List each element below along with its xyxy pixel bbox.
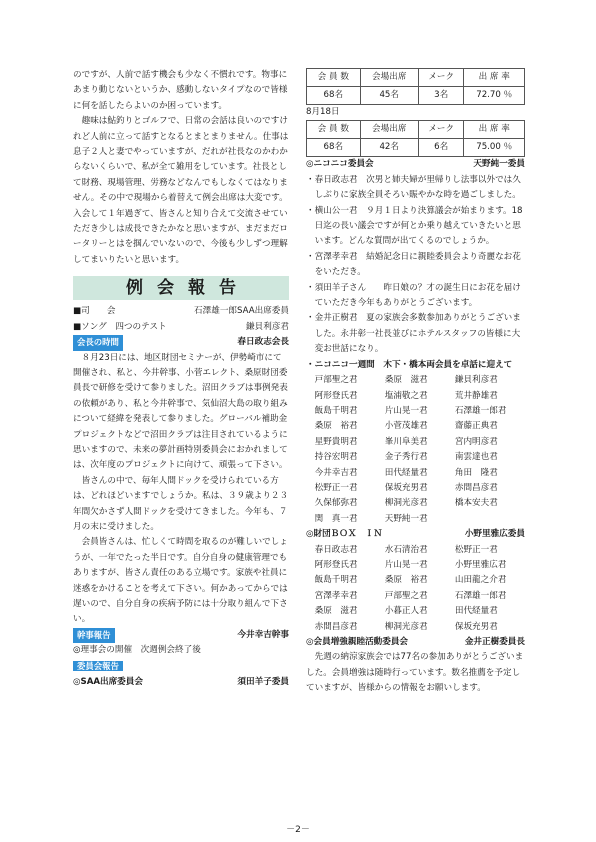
member-name: 角田 隆君 (454, 467, 498, 478)
member-name: 戸部聖之君 (314, 375, 358, 386)
iinkai-heading (73, 659, 289, 675)
page-number: －2－ (286, 825, 310, 835)
member-name: 星野貴明君 (314, 436, 358, 447)
niko-item: ・須田羊子さん 昨日娘の？才の誕生日にお花を届けていただき今年もありがとうございます。 (306, 282, 521, 309)
kaicho-heading (73, 335, 289, 350)
member-name: 久保郁弥君 (314, 498, 358, 509)
saa-line (73, 675, 289, 690)
member-name: 宮内明彦君 (454, 436, 498, 447)
member-name: 桑原 滋君 (384, 375, 428, 386)
table-header-row (307, 69, 525, 87)
member-name: 天野純一君 (384, 513, 428, 524)
song-label: ■ソング 四つのテスト (73, 321, 167, 332)
table-cell: 42名 (360, 139, 418, 157)
member-name: 水石清治君 (384, 544, 428, 555)
left-column (73, 68, 289, 690)
member-name: 鎌貝利彦君 (454, 375, 498, 386)
member-name: 石澤雄一郎君 (454, 590, 507, 601)
iinkai-tag: 委員会報告 (73, 661, 123, 671)
member-name: 橋本安夫君 (454, 498, 498, 509)
member-name: 柳洞光彦君 (384, 498, 428, 509)
member-name: 飯島千明君 (314, 405, 358, 416)
table-cell: 72.70 ％ (464, 87, 525, 105)
member-name: 山田龍之介君 (454, 575, 507, 586)
niko-title: ◎ニコニコ委員会 (306, 159, 374, 170)
saa-label: ◎SAA出席委員会 (73, 677, 143, 688)
member-name: 赤間昌彦君 (454, 482, 498, 493)
song-value: 鎌貝利彦君 (246, 321, 289, 332)
zokyo-text: 先週の納涼家族会では77名の参加ありがとうございました。会員増強は随時行っています。数名推薦を予定していますが、皆様からの情報をお願いします。 (306, 652, 524, 694)
right-column (306, 68, 525, 697)
member-name: 春日政志君 (314, 544, 358, 555)
header-cell: 会場出席 (360, 69, 418, 87)
member-name: 赤間昌彦君 (314, 621, 358, 632)
song-line (73, 320, 289, 335)
box-heading (306, 527, 525, 542)
intro-para-1: のですが、人前で話す機会も少なく不慣れです。物事にあまり動じないというか、感動しないタイプなので皆様に何を話したらよいのか困っています。 (73, 70, 288, 111)
kanji-line: ◎理事会の開催 次週例会終了後 (73, 645, 201, 656)
attendance-table-1 (306, 68, 525, 105)
table-cell: 45名 (360, 87, 418, 105)
member-name: 保坂充男君 (384, 482, 428, 493)
intro-para-2: 趣味は鮎釣りとゴルフで、日常の会話は良いのですけれど人前に立って話すとなるとまとまりません。仕事は息子２人と妻でやっていますが、だれが社長なのかわからないくらいで、私が全て雑用をしています。社長として財務、現場管理、労務などなんでもしなくてはなりません。その中で現場から着替えて例会出席は大変です。入会して１年過ぎて、皆さんと知り合えて交流させていただき少しは成長できたかなと思いますが、まだまだロータリーとはを掴んでいないので、今後も少しずつ理解してまいりたいと思います。 (73, 116, 289, 265)
member-name: 松野正一君 (454, 544, 498, 555)
table-cell: 68名 (307, 139, 361, 157)
box-chair: 小野里雅広委員 (464, 529, 525, 540)
section-banner: 例会報告 (73, 276, 289, 300)
kaicho-para-2: 皆さんの中で、毎年人間ドックを受けられている方は、どれほどいますでしょうか。私は、３９歳より２３年間欠かさず人間ドックを受けてきました。今年も、７月の末に受けました。 (73, 475, 289, 532)
member-name: 田代経量君 (384, 467, 428, 478)
kanji-heading (73, 628, 289, 643)
member-name: 荒井静雄君 (454, 390, 498, 401)
box-names-grid (306, 543, 525, 635)
table-cell: 6名 (418, 139, 464, 157)
table-header-row (307, 121, 525, 139)
member-name: 宮澤孝幸君 (314, 590, 358, 601)
table-row (307, 139, 525, 157)
table-cell: 3名 (418, 87, 464, 105)
member-name: 柳洞光彦君 (384, 621, 428, 632)
member-name: 齋藤正典君 (454, 421, 498, 432)
member-name: 阿形登氏君 (314, 390, 358, 401)
member-name: 小菅茂雄君 (384, 421, 428, 432)
header-cell: 会 員 数 (307, 121, 361, 139)
member-name: 関 真一君 (314, 513, 358, 524)
member-name: 桑原 滋君 (314, 606, 358, 617)
member-name: 片山晃一君 (384, 405, 428, 416)
member-name: 片山晃一君 (384, 559, 428, 570)
zokyo-heading (306, 635, 525, 650)
zokyo-chair: 金井正樹委員長 (464, 637, 525, 647)
kanji-tag: 幹事報告 (73, 628, 115, 643)
table-row (307, 87, 525, 105)
kaicho-tag: 会長の時間 (73, 335, 123, 350)
kaicho-name: 春日政志会長 (237, 337, 289, 348)
date-label: 8月18日 (306, 107, 340, 117)
member-name: 保坂充男君 (454, 621, 498, 632)
member-name: 小暮正人君 (384, 606, 428, 617)
niko-item: ・宮澤孝幸君 結婚記念日に親睦委員会より奇麗なお花をいただき。 (306, 251, 521, 278)
week-title: ・ニコニコ一週間 木下・橋本両会員を卓話に迎えて (306, 359, 513, 370)
member-name: 今井幸吉君 (314, 467, 358, 478)
shikai-value: 石澤雄一郎SAA出席委員 (194, 306, 289, 317)
header-cell: 会場出席 (360, 121, 418, 139)
member-name: 峯川阜美君 (384, 436, 428, 447)
shikai-label: ■司 会 (73, 306, 116, 317)
saa-name: 須田羊子委員 (237, 677, 289, 688)
shikai-line (73, 304, 289, 319)
member-name: 小野里雅広君 (454, 559, 507, 570)
member-name (455, 512, 525, 527)
member-name: 持谷宏明君 (314, 452, 358, 463)
kanji-name: 今井幸吉幹事 (237, 629, 289, 640)
member-name: 田代経量君 (454, 606, 498, 617)
kaicho-para-1: ８月23日には、地区財団セミナーが、伊勢崎市にて開催され、私と、今井幹事、小菅エレクト、桑原財団委員長で研修を受けて参りました。沼田クラブは事例発表の依頼があり、私と今井幹事で、気仙沼大島の取り組みについて経緯を発表して参りました。グローバル補助金プロジェクトなどで沼田クラブは注目されているように思いますので、未来の夢計画特別委員会におかれましては、次年度のプロジェクトに向けて、頑張って下さい。 (73, 352, 288, 471)
kaicho-para-3: 会員皆さんは、忙しくて時間を取るのが難しいでしょうが、一年でたった半日です。自分自身の健康管理でもありますが、皆さん責任のある立場です。家族や社員に迷惑をかけることを考えて下さい。何かあってからでは遅いので、自分自身の疾病予防には十分取り組んで下さい。 (73, 537, 288, 625)
member-name: 阿形登氏君 (314, 559, 358, 570)
header-cell: 会 員 数 (307, 69, 361, 87)
niko-chair: 天野純一委員 (473, 159, 525, 170)
box-title: ◎財団ＢＯＸ ＩＮ (306, 529, 383, 540)
member-name: 飯島千明君 (314, 575, 358, 586)
header-cell: 出 席 率 (464, 121, 525, 139)
header-cell: メーク (418, 69, 464, 87)
member-name: 桑原 裕君 (384, 575, 428, 586)
niko-heading (306, 157, 525, 172)
niko-item: ・金井正樹君 夏の家族会多数参加ありがとうございました。永井彰一社長並びにホテルスタッフの皆様に大変お世話になり。 (306, 313, 521, 355)
member-name: 松野正一君 (314, 482, 358, 493)
attendance-table-2 (306, 120, 525, 157)
niko-item: ・横山公一君 ９月１日より決算議会が始まります。18日迄の長い議会ですが何とか乗り越えていきたいと思います。どんな質問が出てくるのでしょうか。 (306, 205, 523, 247)
member-name: 金子秀行君 (384, 452, 428, 463)
member-name: 塩浦敬之君 (384, 390, 428, 401)
table-cell: 68名 (307, 87, 361, 105)
member-name: 南雲達也君 (454, 452, 498, 463)
header-cell: メーク (418, 121, 464, 139)
zokyo-title: ◎会員増強親睦活動委員会 (306, 637, 409, 647)
table-cell: 75.00 ％ (464, 139, 525, 157)
member-name: 桑原 裕君 (314, 421, 358, 432)
niko-item: ・春日政志君 次男と姉夫婦が里帰りし法事以外では久しぶりに家族全員そろい賑やかな時を過ごしました。 (306, 174, 521, 201)
header-cell: 出 席 率 (464, 69, 525, 87)
week-names-grid (306, 373, 525, 527)
member-name: 戸部聖之君 (384, 590, 428, 601)
member-name: 石澤雄一郎君 (454, 405, 507, 416)
